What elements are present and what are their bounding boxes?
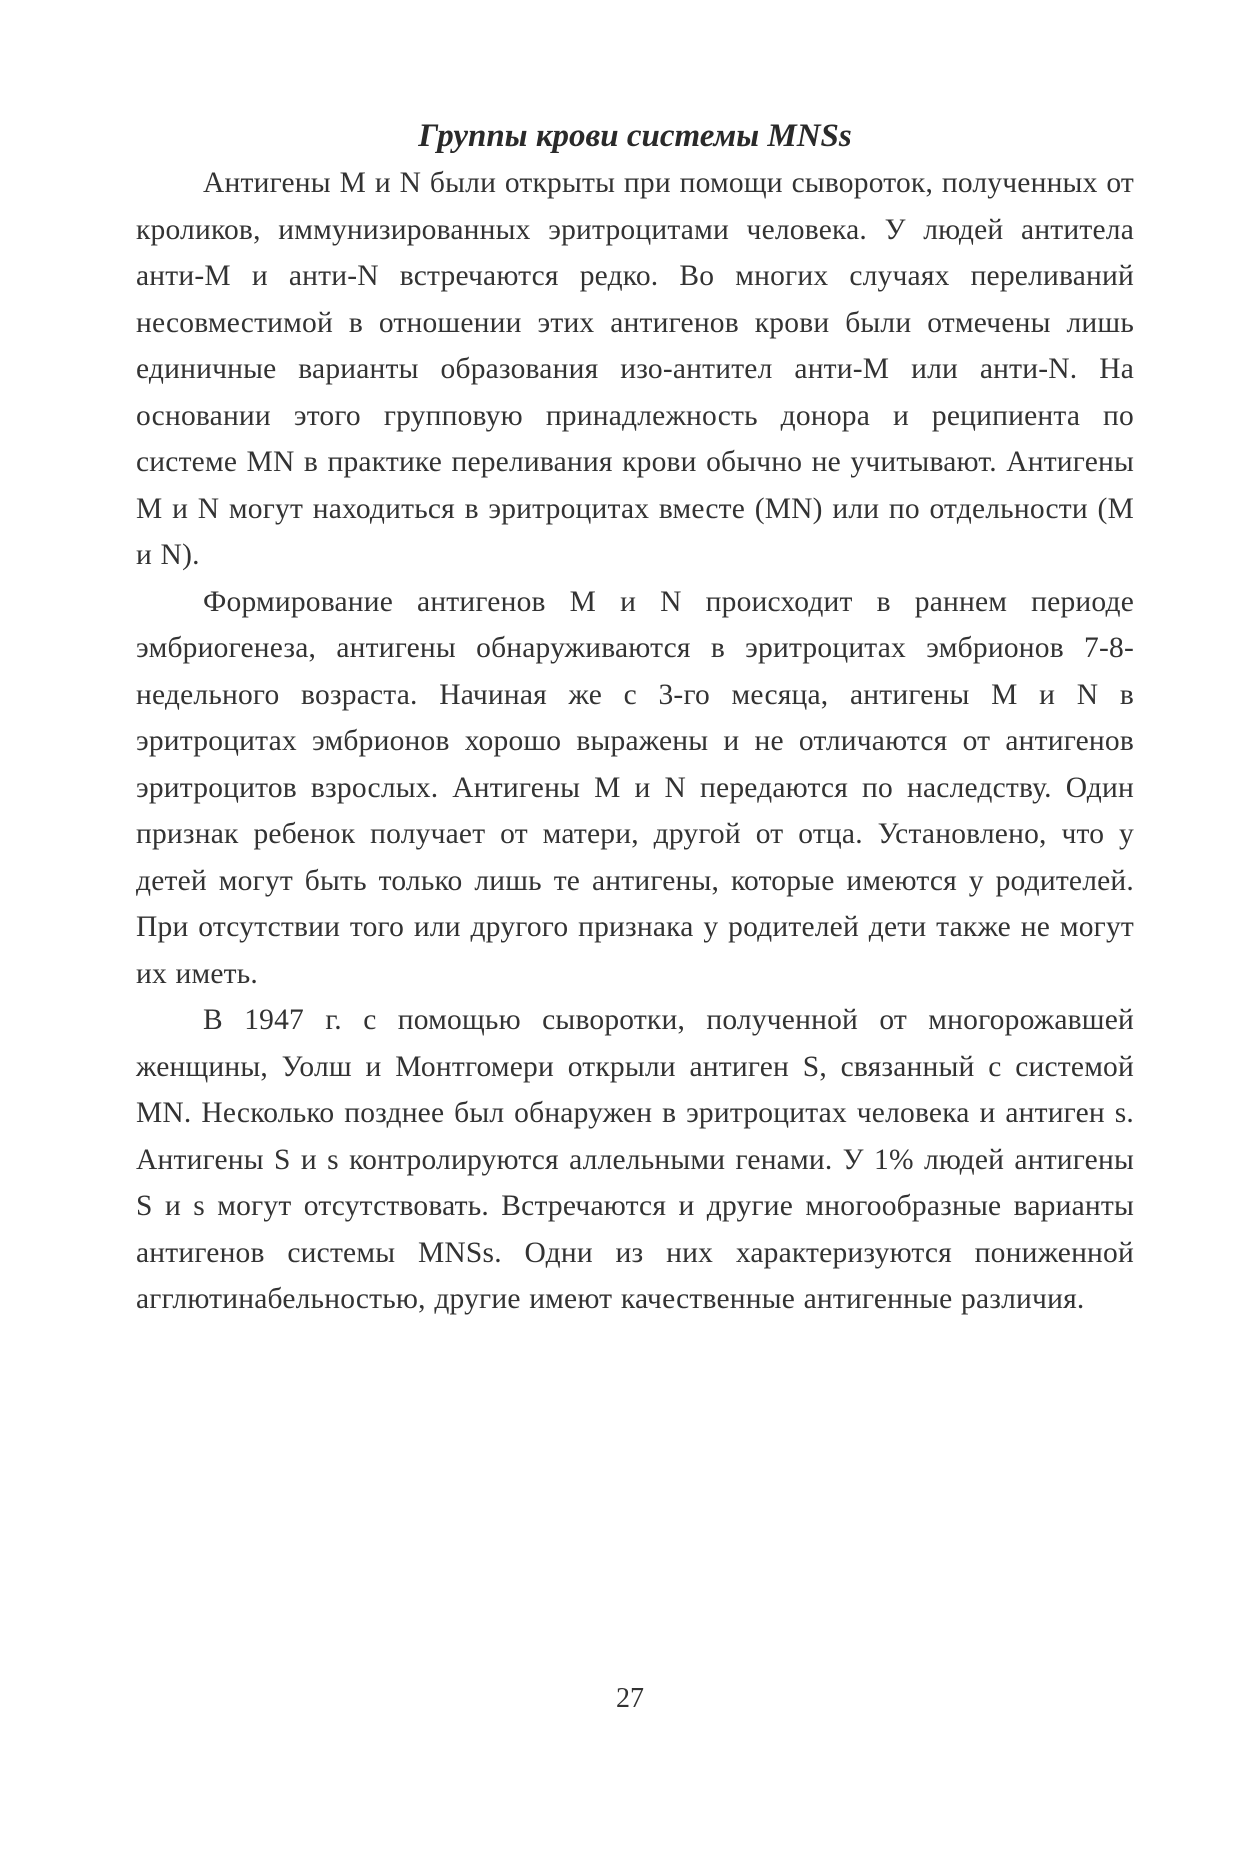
- page-content: [136, 112, 1134, 1323]
- paragraph-3: В 1947 г. с помощью сыворотки, полученной от многорожавшей женщины, Уолш и Монтгомери открыли антиген S, связанный с системой MN. Несколько позднее был обнаружен в эритроцитах человека и антиген s. Антигены S и s контролируются аллельными генами. У 1% людей антигены S и s могут отсутствовать. Встречаются и другие многообразные варианты антигенов системы MNSs. Одни из них характеризуются пониженной агглютинабельностью, другие имеют качественные антигенные различия.: [136, 1004, 1134, 1315]
- section-title: Группы крови системы MNSs: [418, 118, 852, 154]
- page-number: 27: [616, 1683, 644, 1714]
- paragraph-2: Формирование антигенов М и N происходит в раннем периоде эмбриогенеза, антигены обнаруживаются в эритроцитах эмбрионов 7-8-недельного возраста. Начиная же с 3-го месяца, антигены М и N в эритроцитах эмбрионов хорошо выражены и не отличаются от антигенов эритроцитов взрослых. Антигены М и N передаются по наследству. Один признак ребенок получает от матери, другой от отца. Установлено, что у детей могут быть только лишь те антигены, которые имеются у родителей. При отсутствии того или другого признака у родителей дети также не могут их иметь.: [136, 585, 1134, 990]
- paragraph-1: Антигены М и N были открыты при помощи сывороток, полученных от кроликов, иммунизированных эритроцитами человека. У людей антитела анти-М и анти-N встречаются редко. Во многих случаях переливаний несовместимой в отношении этих антигенов крови были отмечены лишь единичные варианты образования изо-антител анти-М или анти-N. На основании этого групповую принадлежность донора и реципиента по системе MN в практике переливания крови обычно не учитывают. Антигены М и N могут находиться в эритроцитах вместе (MN) или по отдельности (М и N).: [136, 167, 1134, 571]
